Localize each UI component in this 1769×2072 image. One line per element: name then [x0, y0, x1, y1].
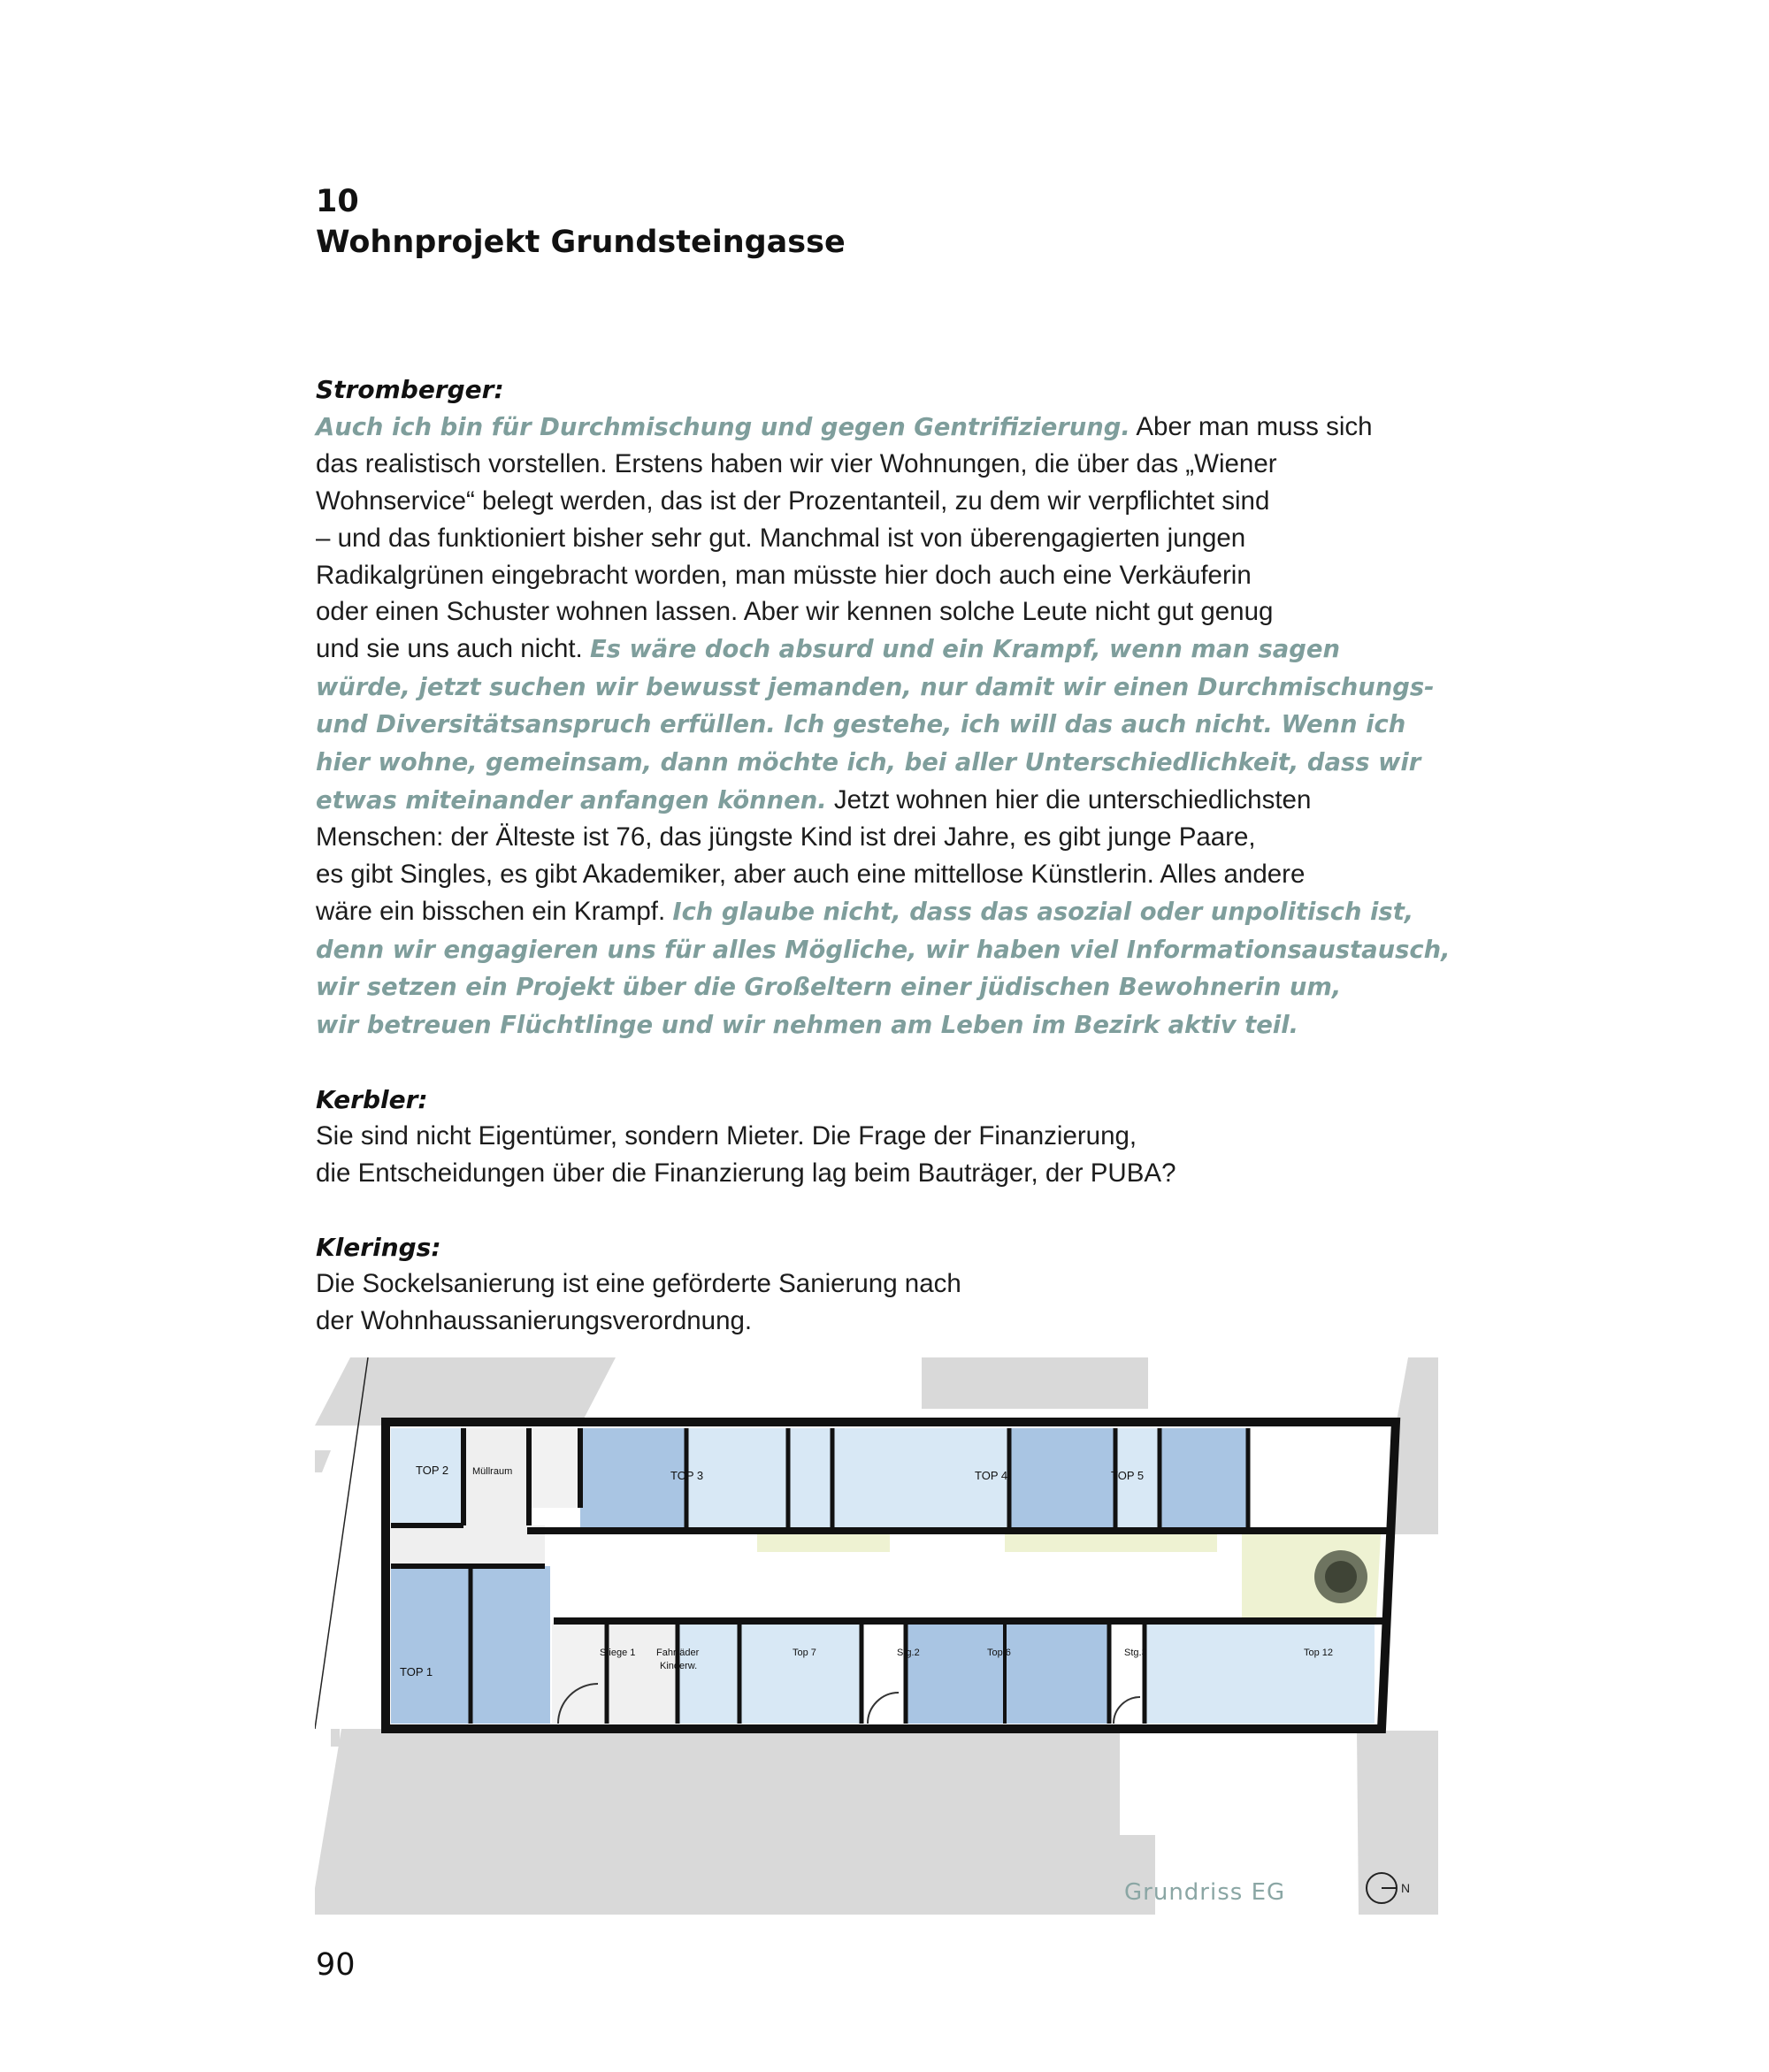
text-segment: Die Sockelsanierung ist eine geförderte Sanierung nach — [316, 1269, 961, 1299]
text-line — [316, 409, 1466, 447]
text-segment: oder einen Schuster wohnen lassen. Aber wir kennen solche Leute nicht gut genug — [316, 597, 1274, 627]
highlighted-quote: denn wir engagieren uns für alles Mögliche, wir haben viel Informationsaustausch, — [316, 936, 1451, 964]
text-line — [316, 931, 1466, 969]
label-top1: TOP 1 — [400, 1665, 433, 1678]
text-line — [316, 520, 1466, 557]
text-segment: es gibt Singles, es gibt Akademiker, aber auch eine mittellose Künstlerin. Alles andere — [316, 860, 1306, 890]
highlighted-quote: Ich glaube nicht, dass das asozial oder unpolitisch ist, — [672, 898, 1414, 926]
chapter-header — [316, 181, 846, 263]
text-line — [316, 669, 1466, 707]
highlighted-quote: würde, jetzt suchen wir bewusst jemanden, nur damit wir einen Durchmischungs- — [316, 673, 1435, 701]
text-segment: und sie uns auch nicht. — [316, 633, 590, 663]
text-segment: – und das funktioniert bisher sehr gut. Manchmal ist von überengagierten jungen — [316, 523, 1246, 553]
room-top7 — [739, 1623, 862, 1724]
room-stg2 — [862, 1623, 906, 1724]
plan-caption: Grundriss EG — [1124, 1879, 1286, 1906]
text-line — [316, 968, 1466, 1006]
dialogue-block — [316, 371, 1466, 1044]
text-line — [316, 1265, 1466, 1303]
chapter-title: Wohnprojekt Grundsteingasse — [316, 225, 846, 260]
neighbor-plot — [1392, 1357, 1438, 1534]
entrance-hall — [391, 1525, 545, 1565]
text-line — [316, 744, 1466, 782]
text-line — [316, 706, 1466, 744]
text-segment: Sie sind nicht Eigentümer, sondern Mieter. Die Frage der Finanzierung, — [316, 1121, 1137, 1151]
text-segment: Radikalgrünen eingebracht worden, man müsste hier doch auch eine Verkäuferin — [316, 560, 1252, 590]
room-fahrraeder — [607, 1623, 678, 1724]
text-line — [316, 1118, 1466, 1155]
dialogue-block — [316, 1082, 1466, 1192]
room-top5 — [1009, 1428, 1115, 1527]
text-line — [316, 446, 1466, 483]
text-segment: Aber man muss sich — [1130, 411, 1373, 441]
label-top4: TOP 4 — [975, 1469, 1008, 1482]
neighbor-plot — [1357, 1731, 1438, 1915]
highlighted-quote: wir betreuen Flüchtlinge und wir nehmen am Leben im Bezirk aktiv teil. — [316, 1011, 1298, 1039]
floor-plan-drawing — [315, 1357, 1438, 1932]
neighbor-plot — [315, 1450, 331, 1472]
text-segment: Jetzt wohnen hier die unterschiedlichsten — [826, 784, 1312, 814]
label-top3: TOP 3 — [670, 1469, 704, 1482]
label-stg3: Stg.3 — [1124, 1648, 1147, 1658]
dialogue-block — [316, 1229, 1466, 1340]
text-line — [316, 782, 1466, 820]
room-top6 — [906, 1623, 1109, 1724]
north-label: N — [1401, 1881, 1411, 1895]
speaker-name: Stromberger: — [316, 375, 504, 404]
interview-text — [316, 371, 1466, 1377]
text-line — [316, 1303, 1466, 1340]
text-line — [316, 631, 1466, 669]
text-line — [316, 1155, 1466, 1192]
label-top6: Top 6 — [987, 1648, 1011, 1658]
label-kinderw: Kinderw. — [660, 1661, 698, 1671]
highlighted-quote: etwas miteinander anfangen können. — [316, 786, 827, 814]
label-top2: TOP 2 — [416, 1464, 449, 1477]
label-muellraum: Müllraum — [472, 1466, 513, 1477]
label-top12: Top 12 — [1304, 1648, 1334, 1658]
floor-plan — [315, 1357, 1438, 1932]
text-line — [316, 593, 1466, 631]
label-top5: TOP 5 — [1111, 1469, 1145, 1482]
text-segment: das realistisch vorstellen. Erstens haben wir vier Wohnungen, die über das „Wiener — [316, 449, 1277, 479]
label-stg2: Stg.2 — [897, 1648, 920, 1658]
neighbor-plot — [315, 1729, 1155, 1915]
text-segment: der Wohnhaussanierungsverordnung. — [316, 1306, 753, 1336]
highlighted-quote: hier wohne, gemeinsam, dann möchte ich, bei aller Unterschiedlichkeit, dass wir — [316, 749, 1421, 777]
text-segment: Menschen: der Älteste ist 76, das jüngste Kind ist drei Jahre, es gibt junge Paare, — [316, 822, 1256, 853]
text-line — [316, 1006, 1466, 1044]
speaker-name: Kerbler: — [316, 1084, 428, 1114]
text-line — [316, 893, 1466, 931]
text-segment: Wohnservice“ belegt werden, das ist der Prozentanteil, zu dem wir verpflichtet sind — [316, 486, 1270, 516]
text-segment: die Entscheidungen über die Finanzierung lag beim Bauträger, der PUBA? — [316, 1158, 1176, 1189]
speaker-name: Klerings: — [316, 1232, 441, 1262]
highlighted-quote: Auch ich bin für Durchmischung und gegen Gentrifizierung. — [316, 413, 1130, 441]
highlighted-quote: Es wäre doch absurd und ein Krampf, wenn man sagen — [589, 635, 1340, 663]
text-line — [316, 856, 1466, 893]
room-top12 — [1145, 1623, 1375, 1724]
text-line — [316, 819, 1466, 856]
neighbor-plot — [922, 1357, 1148, 1409]
label-stiege1: Stiege 1 — [600, 1648, 636, 1658]
highlighted-quote: und Diversitätsanspruch erfüllen. Ich gestehe, ich will das auch nicht. Wenn ich — [316, 711, 1406, 739]
page-number: 90 — [316, 1947, 356, 1983]
text-line — [316, 483, 1466, 520]
highlighted-quote: wir setzen ein Projekt über die Großeltern einer jüdischen Bewohnerin um, — [316, 974, 1342, 1002]
text-line — [316, 557, 1466, 594]
label-top7: Top 7 — [793, 1648, 816, 1658]
text-segment: wäre ein bisschen ein Krampf. — [316, 896, 673, 926]
room-muellraum — [463, 1428, 529, 1525]
chapter-number: 10 — [316, 184, 359, 219]
label-fahrraeder: Fahrräder — [656, 1648, 700, 1658]
room-top2 — [391, 1428, 463, 1525]
room-stg3 — [1109, 1623, 1145, 1724]
